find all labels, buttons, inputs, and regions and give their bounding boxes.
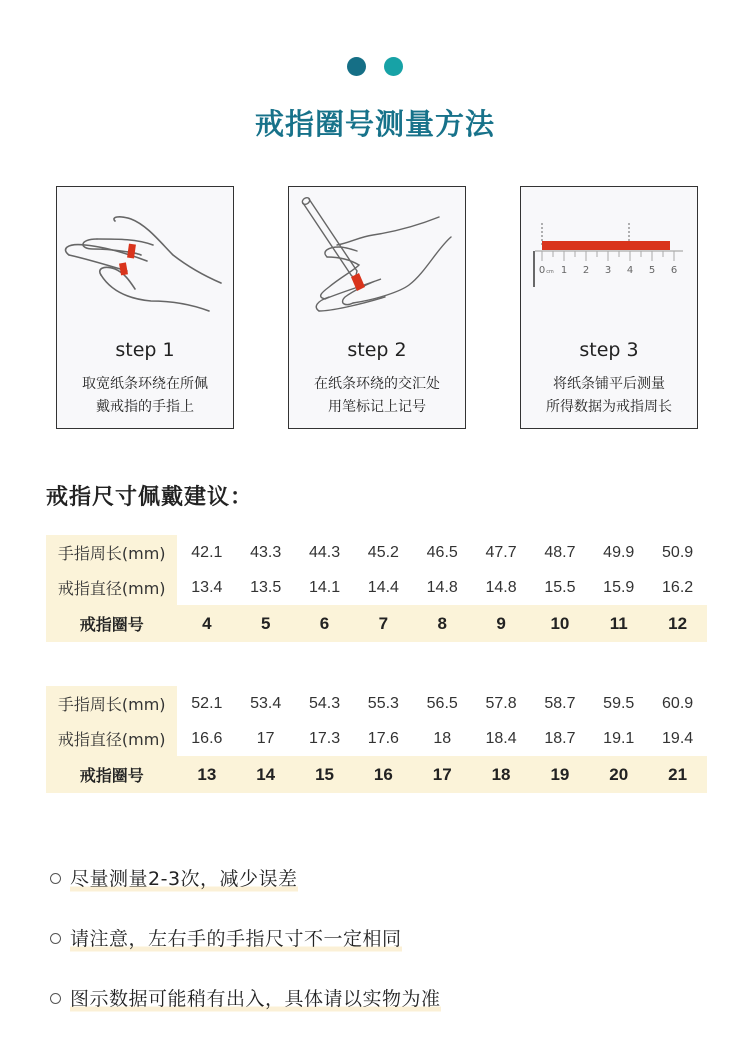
- step-card-1: [56, 186, 234, 429]
- table-cell: 13.5: [250, 578, 282, 596]
- table-cell: 44.3: [308, 543, 341, 561]
- tip-text: 请注意，左右手的手指尺寸不一定相同: [70, 924, 402, 953]
- row-header: 戒指直径(mm): [46, 721, 177, 756]
- table-cell: 15.9: [603, 578, 635, 596]
- table-cell: 59.5: [603, 694, 635, 712]
- ring-size-row: [46, 756, 707, 793]
- circle-bullet-icon: [50, 873, 61, 884]
- table-cell: 18.4: [485, 729, 517, 747]
- svg-text:1: 1: [560, 265, 568, 276]
- decorative-dots: [0, 57, 750, 76]
- table-cell: 13.4: [191, 578, 223, 596]
- row-header: 手指周长(mm): [46, 535, 177, 570]
- table-cell: 19.1: [603, 729, 635, 747]
- step-desc-line: 取宽纸条环绕在所佩: [82, 376, 208, 392]
- size-table-1: [46, 535, 707, 642]
- circle-bullet-icon: [50, 933, 61, 944]
- diameter-row: [46, 570, 707, 605]
- table-cell: 18: [491, 764, 511, 784]
- svg-text:2: 2: [582, 265, 590, 276]
- table-cell: 18.7: [544, 729, 576, 747]
- table-cell: 45.2: [367, 543, 399, 561]
- table-cell: 8: [437, 613, 447, 633]
- table-cell: 15: [315, 764, 334, 784]
- table-cell: 10: [550, 613, 570, 633]
- hand-paper-strip-icon: [57, 187, 235, 327]
- table-cell: 16.6: [191, 729, 223, 747]
- table-cell: 19: [550, 764, 570, 784]
- row-header: 戒指直径(mm): [46, 570, 177, 605]
- step-desc-line: 所得数据为戒指周长: [546, 399, 672, 415]
- table-cell: 12: [668, 613, 688, 633]
- table-cell: 43.3: [250, 543, 282, 561]
- table-cell: 21: [668, 764, 688, 784]
- size-section-title: 戒指尺寸佩戴建议：: [46, 485, 254, 510]
- row-header: 戒指圈号: [46, 605, 177, 642]
- circumference-row: [46, 686, 707, 721]
- table-cell: 17.6: [367, 729, 399, 747]
- table-cell: 46.5: [426, 543, 458, 561]
- tip-item: [50, 864, 298, 893]
- table-cell: 6: [319, 613, 330, 633]
- table-cell: 17: [432, 764, 452, 784]
- tip-text: 尽量测量2-3次，减少误差: [70, 864, 298, 893]
- step-desc-line: 戴戒指的手指上: [96, 399, 194, 415]
- diameter-row: [46, 721, 707, 756]
- hand-pen-marking-icon: [289, 187, 467, 327]
- svg-text:3: 3: [604, 265, 612, 276]
- table-cell: 47.7: [485, 543, 517, 561]
- table-cell: 42.1: [191, 543, 223, 561]
- ruler-icon: [521, 187, 699, 327]
- step-description: [521, 373, 697, 419]
- table-cell: 14.8: [426, 578, 458, 596]
- table-cell: 60.9: [662, 694, 694, 712]
- page-title: 戒指圈号测量方法: [254, 107, 495, 141]
- step-label: step 1: [115, 339, 175, 361]
- circumference-row: [46, 535, 707, 570]
- table-cell: 17: [256, 729, 275, 747]
- step-description: [289, 373, 465, 419]
- svg-text:cm: cm: [546, 269, 554, 275]
- table-cell: 14.4: [367, 578, 399, 596]
- table-cell: 15.5: [544, 578, 576, 596]
- row-header: 戒指圈号: [46, 756, 177, 793]
- table-cell: 16.2: [662, 578, 694, 596]
- svg-text:6: 6: [670, 265, 678, 276]
- table-cell: 14.1: [308, 578, 341, 596]
- table-cell: 18: [433, 729, 452, 747]
- ring-size-row: [46, 605, 707, 642]
- step-desc-line: 在纸条环绕的交汇处: [314, 376, 440, 392]
- svg-text:0: 0: [538, 265, 546, 276]
- table-cell: 5: [260, 613, 271, 633]
- step-card-3: [520, 186, 698, 429]
- step-label: step 3: [579, 339, 639, 361]
- step-label: step 2: [347, 339, 407, 361]
- table-cell: 11: [609, 613, 628, 633]
- table-cell: 9: [496, 613, 506, 633]
- circle-bullet-icon: [50, 993, 61, 1004]
- table-cell: 7: [378, 613, 389, 633]
- table-cell: 58.7: [544, 694, 576, 712]
- step-card-2: [288, 186, 466, 429]
- table-cell: 13: [197, 764, 217, 784]
- table-cell: 48.7: [544, 543, 576, 561]
- tip-item: [50, 984, 441, 1013]
- table-cell: 14: [256, 764, 276, 784]
- table-cell: 20: [609, 764, 629, 784]
- table-cell: 49.9: [603, 543, 635, 561]
- step-desc-line: 将纸条铺平后测量: [553, 376, 665, 392]
- table-cell: 50.9: [662, 543, 694, 561]
- step-desc-line: 用笔标记上记号: [328, 399, 426, 415]
- table-cell: 54.3: [308, 694, 341, 712]
- table-cell: 55.3: [367, 694, 399, 712]
- table-cell: 53.4: [250, 694, 282, 712]
- table-cell: 52.1: [191, 694, 223, 712]
- svg-text:4: 4: [626, 265, 634, 276]
- table-cell: 14.8: [485, 578, 517, 596]
- tip-item: [50, 924, 402, 953]
- size-table-2: [46, 686, 707, 793]
- dot-light-teal: [384, 57, 403, 76]
- dot-dark-teal: [347, 57, 366, 76]
- table-cell: 4: [202, 613, 212, 633]
- svg-text:5: 5: [648, 265, 656, 276]
- table-cell: 56.5: [426, 694, 458, 712]
- row-header: 手指周长(mm): [46, 686, 177, 721]
- table-cell: 19.4: [662, 729, 694, 747]
- tip-text: 图示数据可能稍有出入，具体请以实物为准: [70, 984, 441, 1013]
- table-cell: 17.3: [308, 729, 341, 747]
- table-cell: 16: [373, 764, 393, 784]
- step-description: [57, 373, 233, 419]
- table-cell: 57.8: [485, 694, 517, 712]
